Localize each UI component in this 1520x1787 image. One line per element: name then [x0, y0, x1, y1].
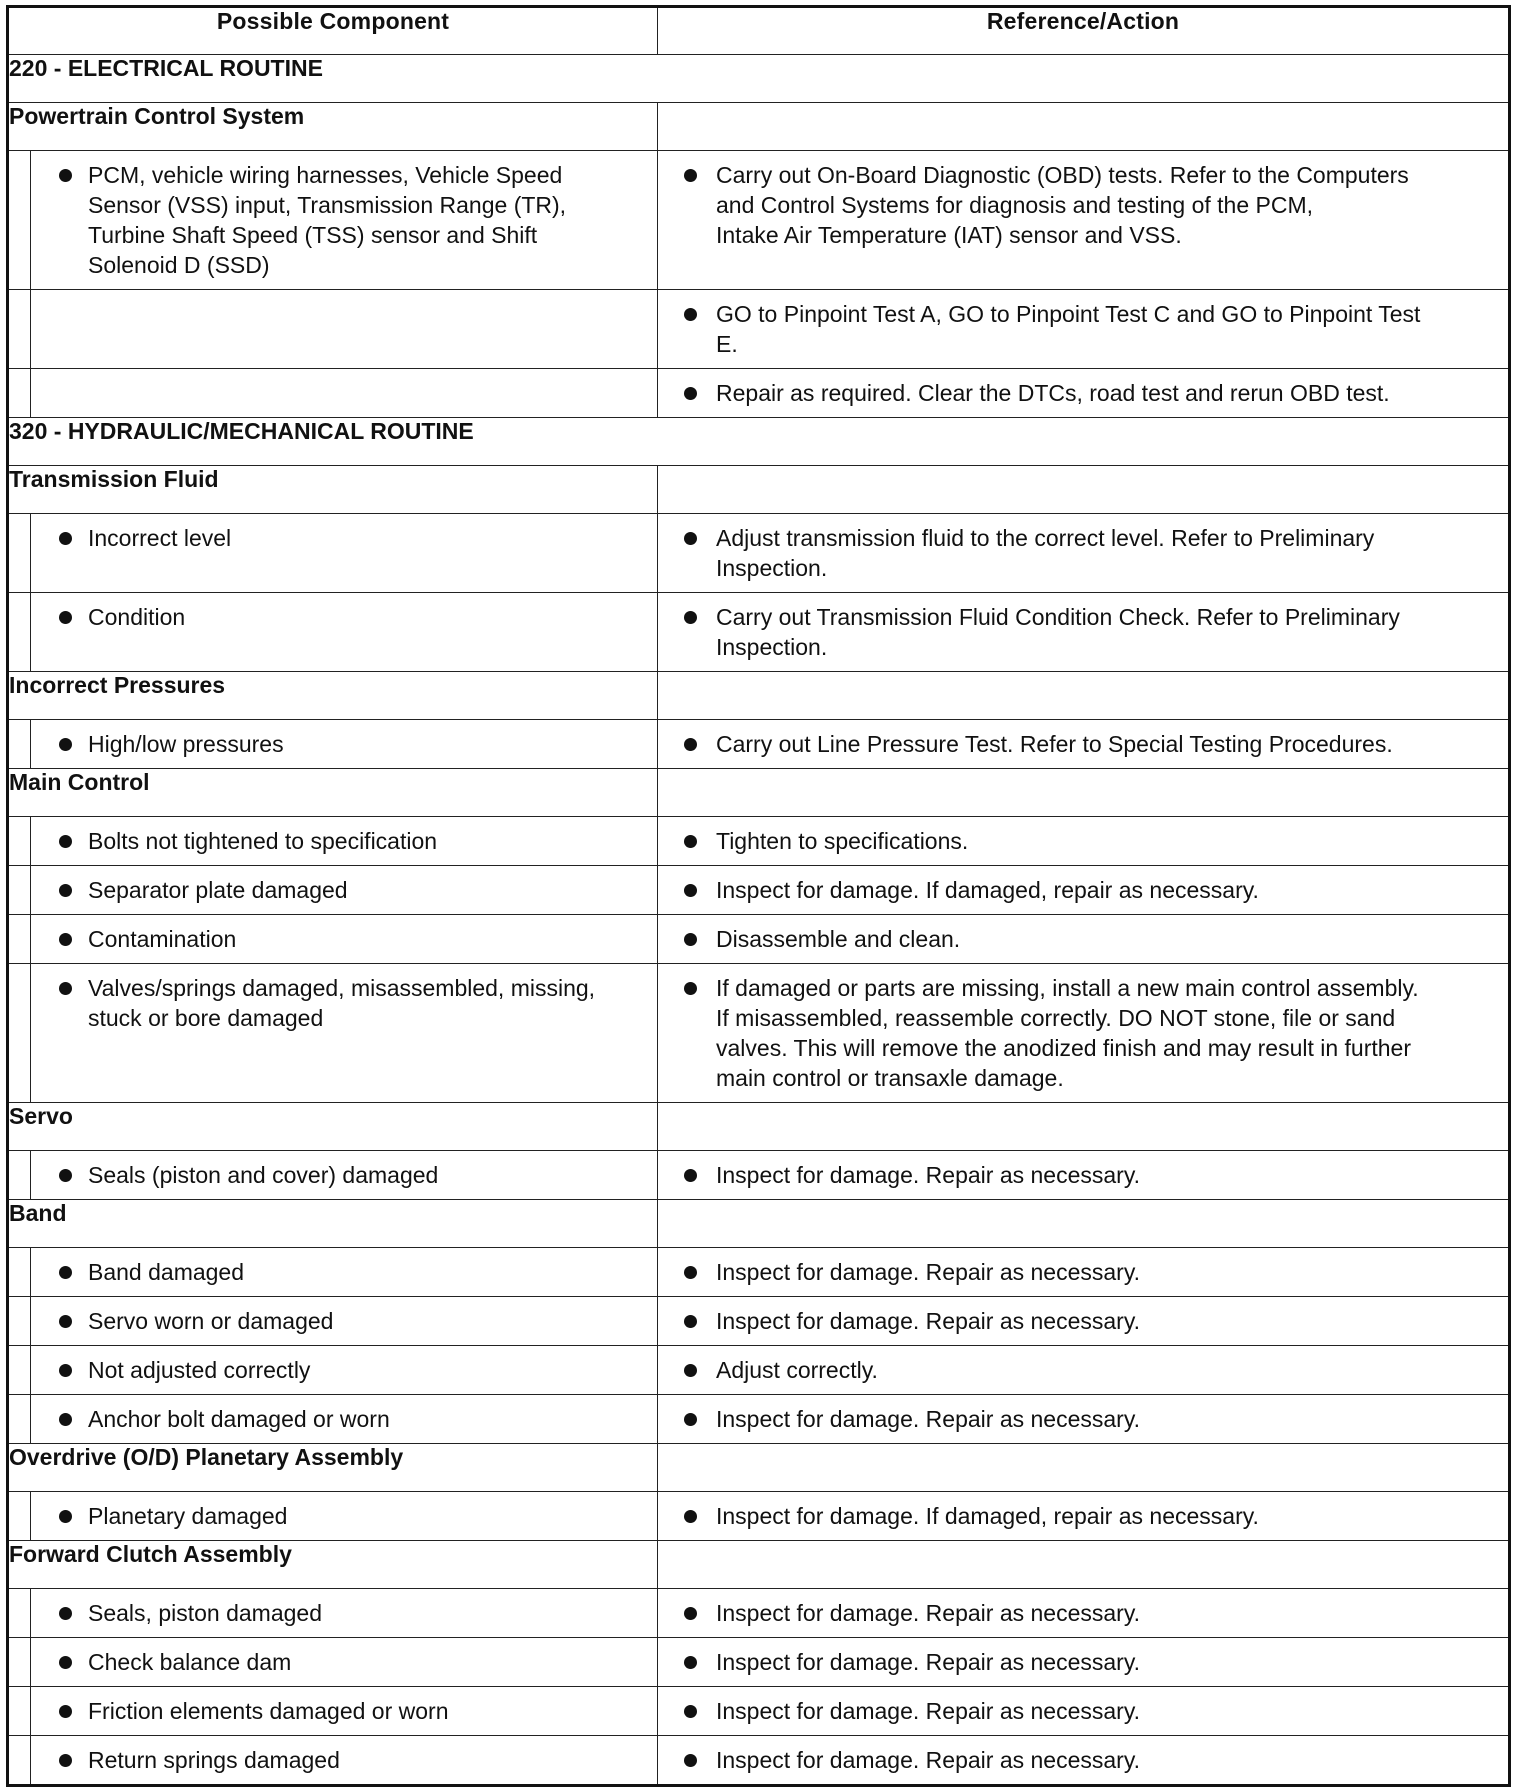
- component-cell: [31, 1589, 658, 1638]
- action-bullet-item: [658, 1492, 1508, 1540]
- group-title: Powertrain Control System: [8, 103, 658, 151]
- component-bullet-item: [31, 817, 657, 865]
- action-bullet-item: [658, 1346, 1508, 1394]
- header-reference-action: Reference/Action: [658, 7, 1510, 55]
- action-cell: [658, 1248, 1510, 1297]
- group-action-blank: [658, 1200, 1510, 1248]
- component-cell: [31, 817, 658, 866]
- component-bullet-item: [31, 593, 657, 641]
- table-row: [8, 1346, 1510, 1395]
- bullet-icon: [59, 1413, 72, 1426]
- component-cell: [31, 915, 658, 964]
- group-title: Incorrect Pressures: [8, 672, 658, 720]
- bullet-icon: [59, 169, 72, 182]
- component-text: Bolts not tightened to specification: [88, 828, 438, 854]
- component-bullet-item: [31, 964, 657, 1042]
- table-row: [8, 514, 1510, 593]
- bullet-icon: [684, 738, 697, 751]
- indent-cell: [8, 1638, 31, 1687]
- action-bullet-item: [658, 720, 1508, 768]
- bullet-icon: [59, 1705, 72, 1718]
- component-text: Friction elements damaged or worn: [88, 1698, 449, 1724]
- action-cell: [658, 514, 1510, 593]
- group-title: Transmission Fluid: [8, 466, 658, 514]
- action-cell: [658, 593, 1510, 672]
- group-title: Servo: [8, 1103, 658, 1151]
- bullet-icon: [59, 933, 72, 946]
- table-row: [8, 1638, 1510, 1687]
- indent-cell: [8, 1248, 31, 1297]
- group-action-blank: [658, 1103, 1510, 1151]
- group-row: [8, 466, 1510, 514]
- bullet-icon: [684, 532, 697, 545]
- component-bullet-item: [31, 1687, 657, 1735]
- action-text: Carry out Line Pressure Test. Refer to Special Testing Procedures.: [716, 731, 1393, 757]
- indent-cell: [8, 593, 31, 672]
- action-bullet-item: [658, 1151, 1508, 1199]
- component-text: Servo worn or damaged: [88, 1308, 334, 1334]
- group-title: Band: [8, 1200, 658, 1248]
- component-bullet-item: [31, 1395, 657, 1443]
- group-title: Forward Clutch Assembly: [8, 1541, 658, 1589]
- indent-cell: [8, 1346, 31, 1395]
- table-row: [8, 1687, 1510, 1736]
- action-text: Adjust correctly.: [716, 1357, 878, 1383]
- indent-cell: [8, 369, 31, 418]
- component-text: Valves/springs damaged, misassembled, missing, stuck or bore damaged: [88, 975, 596, 1031]
- component-text: Condition: [88, 604, 186, 630]
- table-row: [8, 290, 1510, 369]
- action-text: Inspect for damage. Repair as necessary.: [716, 1162, 1141, 1188]
- component-bullet-item: [31, 866, 657, 914]
- indent-cell: [8, 964, 31, 1103]
- action-bullet-item: [658, 514, 1508, 592]
- component-cell: [31, 369, 658, 418]
- indent-cell: [8, 1151, 31, 1200]
- group-title: Overdrive (O/D) Planetary Assembly: [8, 1444, 658, 1492]
- group-action-blank: [658, 672, 1510, 720]
- component-cell: [31, 720, 658, 769]
- action-text: Inspect for damage. If damaged, repair as necessary.: [716, 1503, 1259, 1529]
- indent-cell: [8, 290, 31, 369]
- component-cell: [31, 1638, 658, 1687]
- component-bullet-item: [31, 151, 657, 289]
- component-bullet-item: [31, 720, 657, 768]
- bullet-icon: [684, 1705, 697, 1718]
- indent-cell: [8, 151, 31, 290]
- component-cell: [31, 1395, 658, 1444]
- bullet-icon: [684, 308, 697, 321]
- action-text: Inspect for damage. Repair as necessary.: [716, 1406, 1141, 1432]
- action-bullet-item: [658, 1589, 1508, 1637]
- component-text: Anchor bolt damaged or worn: [88, 1406, 390, 1432]
- action-cell: [658, 1638, 1510, 1687]
- action-cell: [658, 866, 1510, 915]
- indent-cell: [8, 1589, 31, 1638]
- component-text: High/low pressures: [88, 731, 284, 757]
- action-cell: [658, 290, 1510, 369]
- group-title: Main Control: [8, 769, 658, 817]
- action-text: Inspect for damage. Repair as necessary.: [716, 1747, 1141, 1773]
- component-cell: [31, 1346, 658, 1395]
- indent-cell: [8, 514, 31, 593]
- component-cell: [31, 866, 658, 915]
- bullet-icon: [684, 982, 697, 995]
- table-row: [8, 817, 1510, 866]
- component-bullet-item: [31, 1736, 657, 1784]
- action-cell: [658, 817, 1510, 866]
- component-text: Planetary damaged: [88, 1503, 288, 1529]
- action-text: Inspect for damage. If damaged, repair as necessary.: [716, 877, 1259, 903]
- action-bullet-item: [658, 1395, 1508, 1443]
- bullet-icon: [59, 1510, 72, 1523]
- component-cell: [31, 151, 658, 290]
- table-row: [8, 964, 1510, 1103]
- group-action-blank: [658, 466, 1510, 514]
- table-row: [8, 1297, 1510, 1346]
- component-cell: [31, 964, 658, 1103]
- bullet-icon: [59, 1266, 72, 1279]
- action-cell: [658, 1736, 1510, 1786]
- table-row: [8, 1248, 1510, 1297]
- component-cell: [31, 290, 658, 369]
- bullet-icon: [59, 835, 72, 848]
- component-bullet-item: [31, 1638, 657, 1686]
- component-text: Return springs damaged: [88, 1747, 340, 1773]
- action-cell: [658, 1151, 1510, 1200]
- bullet-icon: [59, 532, 72, 545]
- action-bullet-item: [658, 1248, 1508, 1296]
- bullet-icon: [684, 169, 697, 182]
- component-cell: [31, 1248, 658, 1297]
- group-row: [8, 769, 1510, 817]
- action-text: Adjust transmission fluid to the correct level. Refer to Preliminary Inspection.: [716, 525, 1375, 581]
- indent-cell: [8, 1687, 31, 1736]
- action-bullet-item: [658, 1638, 1508, 1686]
- action-cell: [658, 1492, 1510, 1541]
- table-row: [8, 593, 1510, 672]
- action-cell: [658, 1346, 1510, 1395]
- action-bullet-item: [658, 964, 1508, 1102]
- bullet-icon: [684, 1754, 697, 1767]
- table-row: [8, 1395, 1510, 1444]
- bullet-icon: [59, 884, 72, 897]
- group-row: [8, 1444, 1510, 1492]
- bullet-icon: [684, 933, 697, 946]
- component-text: Seals, piston damaged: [88, 1600, 322, 1626]
- component-text: Check balance dam: [88, 1649, 292, 1675]
- action-cell: [658, 1395, 1510, 1444]
- bullet-icon: [684, 1413, 697, 1426]
- section-row: [8, 418, 1510, 466]
- table-row: [8, 151, 1510, 290]
- action-text: Carry out On-Board Diagnostic (OBD) tests. Refer to the Computers and Control Systems for diagnosis and testing of the PCM, Intake Air Temperature (IAT) sensor and VSS.: [716, 162, 1409, 248]
- group-row: [8, 1541, 1510, 1589]
- table-header-row: [8, 7, 1510, 55]
- action-text: Disassemble and clean.: [716, 926, 961, 952]
- table-body: [8, 55, 1510, 1786]
- group-row: [8, 1200, 1510, 1248]
- group-row: [8, 103, 1510, 151]
- bullet-icon: [684, 884, 697, 897]
- group-action-blank: [658, 1444, 1510, 1492]
- table-row: [8, 1736, 1510, 1786]
- group-row: [8, 1103, 1510, 1151]
- table-row: [8, 915, 1510, 964]
- action-bullet-item: [658, 151, 1508, 259]
- table-row: [8, 1589, 1510, 1638]
- action-bullet-item: [658, 1297, 1508, 1345]
- component-cell: [31, 1736, 658, 1786]
- bullet-icon: [684, 1607, 697, 1620]
- bullet-icon: [684, 1169, 697, 1182]
- action-cell: [658, 1687, 1510, 1736]
- component-bullet-item: [31, 514, 657, 562]
- action-bullet-item: [658, 866, 1508, 914]
- action-text: Inspect for damage. Repair as necessary.: [716, 1649, 1141, 1675]
- component-text: PCM, vehicle wiring harnesses, Vehicle Speed Sensor (VSS) input, Transmission Range (TR), Turbine Shaft Speed (TSS) sensor and Shift Solenoid D (SSD): [88, 162, 567, 278]
- indent-cell: [8, 866, 31, 915]
- component-cell: [31, 593, 658, 672]
- action-cell: [658, 151, 1510, 290]
- action-cell: [658, 964, 1510, 1103]
- table-row: [8, 866, 1510, 915]
- indent-cell: [8, 915, 31, 964]
- table-row: [8, 720, 1510, 769]
- section-title: 220 - ELECTRICAL ROUTINE: [8, 55, 1510, 103]
- group-action-blank: [658, 103, 1510, 151]
- action-cell: [658, 1297, 1510, 1346]
- header-possible-component: Possible Component: [8, 7, 658, 55]
- bullet-icon: [684, 1266, 697, 1279]
- action-text: Tighten to specifications.: [716, 828, 969, 854]
- diagnosis-table-sheet: [6, 5, 1508, 1787]
- component-text: Seals (piston and cover) damaged: [88, 1162, 439, 1188]
- action-bullet-item: [658, 369, 1508, 417]
- table-row: [8, 1492, 1510, 1541]
- component-cell: [31, 1151, 658, 1200]
- action-cell: [658, 720, 1510, 769]
- component-text: Contamination: [88, 926, 237, 952]
- component-text: Not adjusted correctly: [88, 1357, 311, 1383]
- component-cell: [31, 1492, 658, 1541]
- component-text: Band damaged: [88, 1259, 245, 1285]
- bullet-icon: [684, 1315, 697, 1328]
- action-bullet-item: [658, 1736, 1508, 1784]
- action-text: If damaged or parts are missing, install a new main control assembly. If misassembled, reassemble correctly. DO NOT stone, file or sand valves. This will remove the anodized finish and may result in further main control or transaxle damage.: [716, 975, 1419, 1091]
- bullet-icon: [684, 1364, 697, 1377]
- component-cell: [31, 1687, 658, 1736]
- action-text: Inspect for damage. Repair as necessary.: [716, 1308, 1141, 1334]
- component-cell: [31, 514, 658, 593]
- bullet-icon: [59, 982, 72, 995]
- bullet-icon: [684, 835, 697, 848]
- component-bullet-item: [31, 1248, 657, 1296]
- indent-cell: [8, 1492, 31, 1541]
- component-cell: [31, 1297, 658, 1346]
- action-bullet-item: [658, 817, 1508, 865]
- indent-cell: [8, 1736, 31, 1786]
- group-action-blank: [658, 1541, 1510, 1589]
- group-action-blank: [658, 769, 1510, 817]
- bullet-icon: [684, 1510, 697, 1523]
- component-text: Incorrect level: [88, 525, 232, 551]
- table-row: [8, 369, 1510, 418]
- bullet-icon: [59, 1364, 72, 1377]
- component-bullet-item: [31, 1151, 657, 1199]
- action-text: Inspect for damage. Repair as necessary.: [716, 1259, 1141, 1285]
- component-bullet-item: [31, 915, 657, 963]
- action-text: Repair as required. Clear the DTCs, road test and rerun OBD test.: [716, 380, 1390, 406]
- bullet-icon: [59, 1656, 72, 1669]
- indent-cell: [8, 1297, 31, 1346]
- bullet-icon: [684, 387, 697, 400]
- bullet-icon: [59, 1315, 72, 1328]
- component-bullet-item: [31, 1492, 657, 1540]
- component-bullet-item: [31, 1346, 657, 1394]
- indent-cell: [8, 720, 31, 769]
- component-text: Separator plate damaged: [88, 877, 348, 903]
- action-bullet-item: [658, 593, 1508, 671]
- indent-cell: [8, 817, 31, 866]
- component-bullet-item: [31, 1589, 657, 1637]
- bullet-icon: [684, 1656, 697, 1669]
- action-text: Carry out Transmission Fluid Condition Check. Refer to Preliminary Inspection.: [716, 604, 1400, 660]
- bullet-icon: [59, 1169, 72, 1182]
- action-text: Inspect for damage. Repair as necessary.: [716, 1698, 1141, 1724]
- bullet-icon: [684, 611, 697, 624]
- action-bullet-item: [658, 1687, 1508, 1735]
- component-bullet-item: [31, 1297, 657, 1345]
- action-bullet-item: [658, 915, 1508, 963]
- bullet-icon: [59, 1754, 72, 1767]
- action-text: Inspect for damage. Repair as necessary.: [716, 1600, 1141, 1626]
- diagnosis-table: [6, 5, 1511, 1787]
- section-title: 320 - HYDRAULIC/MECHANICAL ROUTINE: [8, 418, 1510, 466]
- bullet-icon: [59, 611, 72, 624]
- action-bullet-item: [658, 290, 1508, 368]
- table-row: [8, 1151, 1510, 1200]
- action-cell: [658, 369, 1510, 418]
- action-cell: [658, 915, 1510, 964]
- indent-cell: [8, 1395, 31, 1444]
- section-row: [8, 55, 1510, 103]
- bullet-icon: [59, 738, 72, 751]
- group-row: [8, 672, 1510, 720]
- action-cell: [658, 1589, 1510, 1638]
- bullet-icon: [59, 1607, 72, 1620]
- action-text: GO to Pinpoint Test A, GO to Pinpoint Test C and GO to Pinpoint Test E.: [716, 301, 1421, 357]
